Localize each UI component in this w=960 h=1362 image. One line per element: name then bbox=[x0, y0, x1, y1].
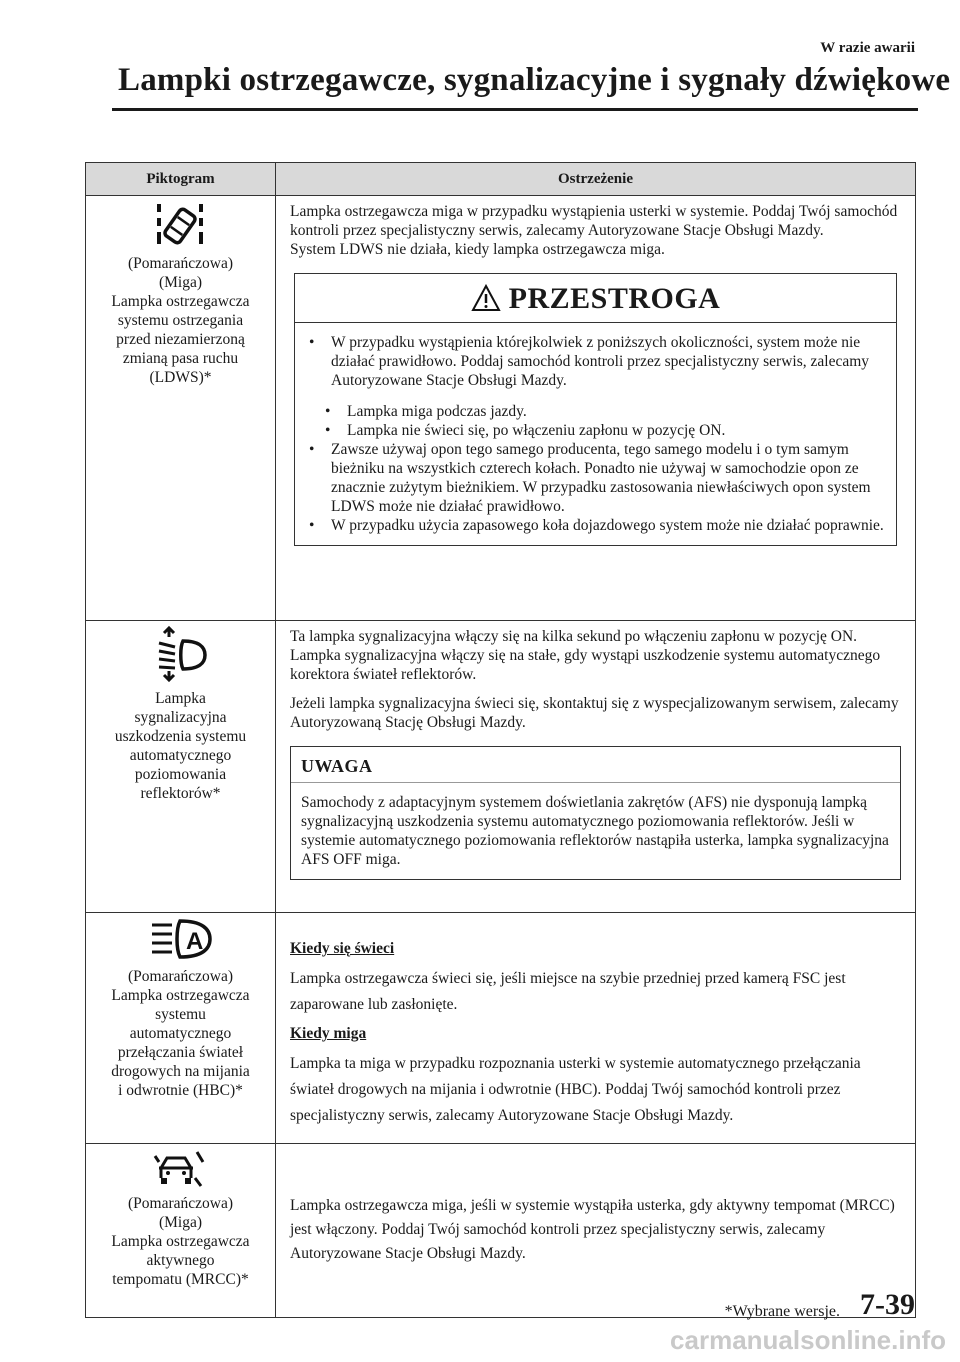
footer-note: *Wybrane wersje. bbox=[724, 1303, 840, 1320]
title-rule bbox=[112, 108, 918, 111]
heading-when-lit: Kiedy się świeci bbox=[290, 940, 395, 957]
pictogram-label: (Miga) bbox=[158, 274, 203, 291]
pictogram-label: Lampka ostrzegawcza bbox=[111, 987, 250, 1004]
radar-cruise-warning-icon bbox=[151, 1148, 211, 1188]
pictogram-label: Lampka ostrzegawcza bbox=[111, 293, 250, 310]
pictogram-cell bbox=[86, 621, 276, 913]
note-text: Samochody z adaptacyjnym systemem doświetlania zakrętów (AFS) nie dysponują lampką sygnalizacyjną uszkodzenia systemu automatycznego poziomowania reflektorów. Jeśli w systemie automatycznego poziomowania reflektorów nastąpiła usterka, lampka sygnalizacyjna AFS OFF miga. bbox=[291, 782, 900, 879]
description-text: Lampka ta miga w przypadku rozpoznania usterki w systemie automatycznego przełączania świateł drogowych na mijania i odwrotnie (HBC). Poddaj Twój samochód kontroli przez specjalistyczny serwis, zalecamy Autoryzowane Stacje Obsługi Mazdy. bbox=[290, 1055, 861, 1124]
pictogram-label: automatycznego bbox=[129, 1025, 232, 1042]
pictogram-label: (Pomarańczowa) bbox=[127, 255, 233, 272]
caution-sub-bullet: • Lampka nie świeci się, po włączeniu zapłonu w pozycję ON. bbox=[325, 422, 726, 439]
caution-bullet: • W przypadku wystąpienia którejkolwiek z poniższych okoliczności, system może nie działać prawidłowo. Poddaj samochód kontroli przez specjalistyczny serwis, zalecamy Autoryzowane Stacje Obsługi Mazdy. bbox=[309, 334, 870, 389]
description-text: Lampka sygnalizacyjna włączy się na stałe, gdy wystąpi uszkodzenie systemu automatycznego korektora świateł reflektorów. bbox=[290, 647, 881, 683]
caution-header bbox=[295, 274, 896, 323]
description-text: Lampka ostrzegawcza miga w przypadku wystąpienia usterki w systemie. Poddaj Twój samochód kontroli przez specjalistyczny serwis, zalecamy Autoryzowane Stacje Obsługi Mazdy. bbox=[290, 203, 898, 239]
description-text: Lampka ostrzegawcza świeci się, jeśli miejsce na szybie przedniej przed kamerą FSC jest zaparowane lub zasłonięte. bbox=[290, 970, 846, 1013]
description-cell bbox=[276, 621, 916, 913]
description-cell bbox=[276, 1144, 916, 1318]
note-box bbox=[290, 746, 901, 880]
pictogram-label: (Miga) bbox=[158, 1214, 203, 1231]
table-row bbox=[86, 913, 916, 1144]
page-number: 7-39 bbox=[860, 1288, 915, 1321]
table-header-row bbox=[86, 163, 916, 196]
caution-title: PRZESTROGA bbox=[508, 281, 721, 315]
col-header-warning: Ostrzeżenie bbox=[276, 163, 916, 196]
pictogram-label: zmianą pasa ruchu bbox=[122, 350, 239, 367]
description-cell bbox=[276, 913, 916, 1144]
warning-triangle-icon bbox=[471, 284, 501, 312]
svg-text:A: A bbox=[185, 928, 203, 955]
caution-bullet: • Zawsze używaj opon tego samego producenta, tego samego modelu i o tym samym bieżniku na wszystkich czterech kołach. Ponadto nie używaj w samochodzie opon ze znacznie zużytym bieżnikiem. W przypadku zastosowania niewłaściwych opon system LDWS może nie działać prawidłowo. bbox=[309, 441, 871, 515]
auto-high-beam-icon bbox=[146, 917, 216, 961]
pictogram-label: aktywnego bbox=[146, 1252, 215, 1269]
pictogram-label: systemu ostrzegania bbox=[117, 312, 244, 329]
caution-bullet: • W przypadku użycia zapasowego koła dojazdowego system może nie działać poprawnie. bbox=[309, 517, 884, 534]
description-text: System LDWS nie działa, kiedy lampka ostrzegawcza miga. bbox=[290, 241, 665, 258]
page-title: Lampki ostrzegawcze, sygnalizacyjne i sygnały dźwiękowe bbox=[118, 62, 951, 98]
description-text: Jeżeli lampka sygnalizacyjna świeci się, skontaktuj się z wyspecjalizowanym serwisem, zalecamy Autoryzowaną Stację Obsługi Mazdy. bbox=[290, 695, 899, 731]
description-cell bbox=[276, 196, 916, 621]
pictogram-label: (LDWS)* bbox=[149, 369, 212, 386]
pictogram-label: automatycznego bbox=[129, 747, 232, 764]
pictogram-label: (Pomarańczowa) bbox=[127, 968, 233, 985]
pictogram-cell bbox=[86, 1144, 276, 1318]
warning-lights-table bbox=[85, 162, 916, 1318]
section-label: W razie awarii bbox=[820, 40, 915, 56]
pictogram-label: Lampka ostrzegawcza bbox=[111, 1233, 250, 1250]
pictogram-cell bbox=[86, 913, 276, 1144]
pictogram-label: systemu bbox=[155, 1006, 206, 1023]
table-row bbox=[86, 1144, 916, 1318]
pictogram-label: sygnalizacyjna bbox=[134, 709, 227, 726]
table-row bbox=[86, 196, 916, 621]
headlight-leveling-icon bbox=[151, 625, 211, 683]
pictogram-label: przed niezamierzoną bbox=[116, 331, 245, 348]
pictogram-label: reflektorów* bbox=[140, 785, 221, 802]
note-title: UWAGA bbox=[301, 756, 373, 776]
description-text: Lampka ostrzegawcza miga, jeśli w systemie wystąpiła usterka, gdy aktywny tempomat (MRCC) jest włączony. Poddaj Twój samochód kontroli przez specjalistyczny serwis, zalecamy Autoryzowane Stacje Obsługi Mazdy. bbox=[290, 1196, 895, 1262]
pictogram-label: (Pomarańczowa) bbox=[127, 1195, 233, 1212]
pictogram-label: uszkodzenia systemu bbox=[114, 728, 247, 745]
pictogram-label: drogowych na mijania bbox=[111, 1063, 250, 1080]
heading-when-flashing: Kiedy miga bbox=[290, 1025, 367, 1042]
caution-body bbox=[295, 323, 896, 545]
pictogram-label: poziomowania bbox=[134, 766, 227, 783]
table-row bbox=[86, 621, 916, 913]
description-text: Ta lampka sygnalizacyjna włączy się na kilka sekund po włączeniu zapłonu w pozycję ON. bbox=[290, 628, 858, 645]
pictogram-label: przełączania świateł bbox=[117, 1044, 244, 1061]
col-header-pictogram: Piktogram bbox=[86, 163, 276, 196]
pictogram-label: Lampka bbox=[155, 690, 206, 707]
pictogram-label: i odwrotnie (HBC)* bbox=[118, 1082, 243, 1099]
pictogram-label: tempomatu (MRCC)* bbox=[112, 1271, 249, 1288]
caution-box bbox=[294, 273, 897, 546]
lane-departure-warning-icon bbox=[151, 200, 211, 248]
watermark: carmanualsonline.info bbox=[670, 1325, 946, 1355]
caution-sub-bullet: • Lampka miga podczas jazdy. bbox=[325, 403, 527, 420]
pictogram-cell bbox=[86, 196, 276, 621]
